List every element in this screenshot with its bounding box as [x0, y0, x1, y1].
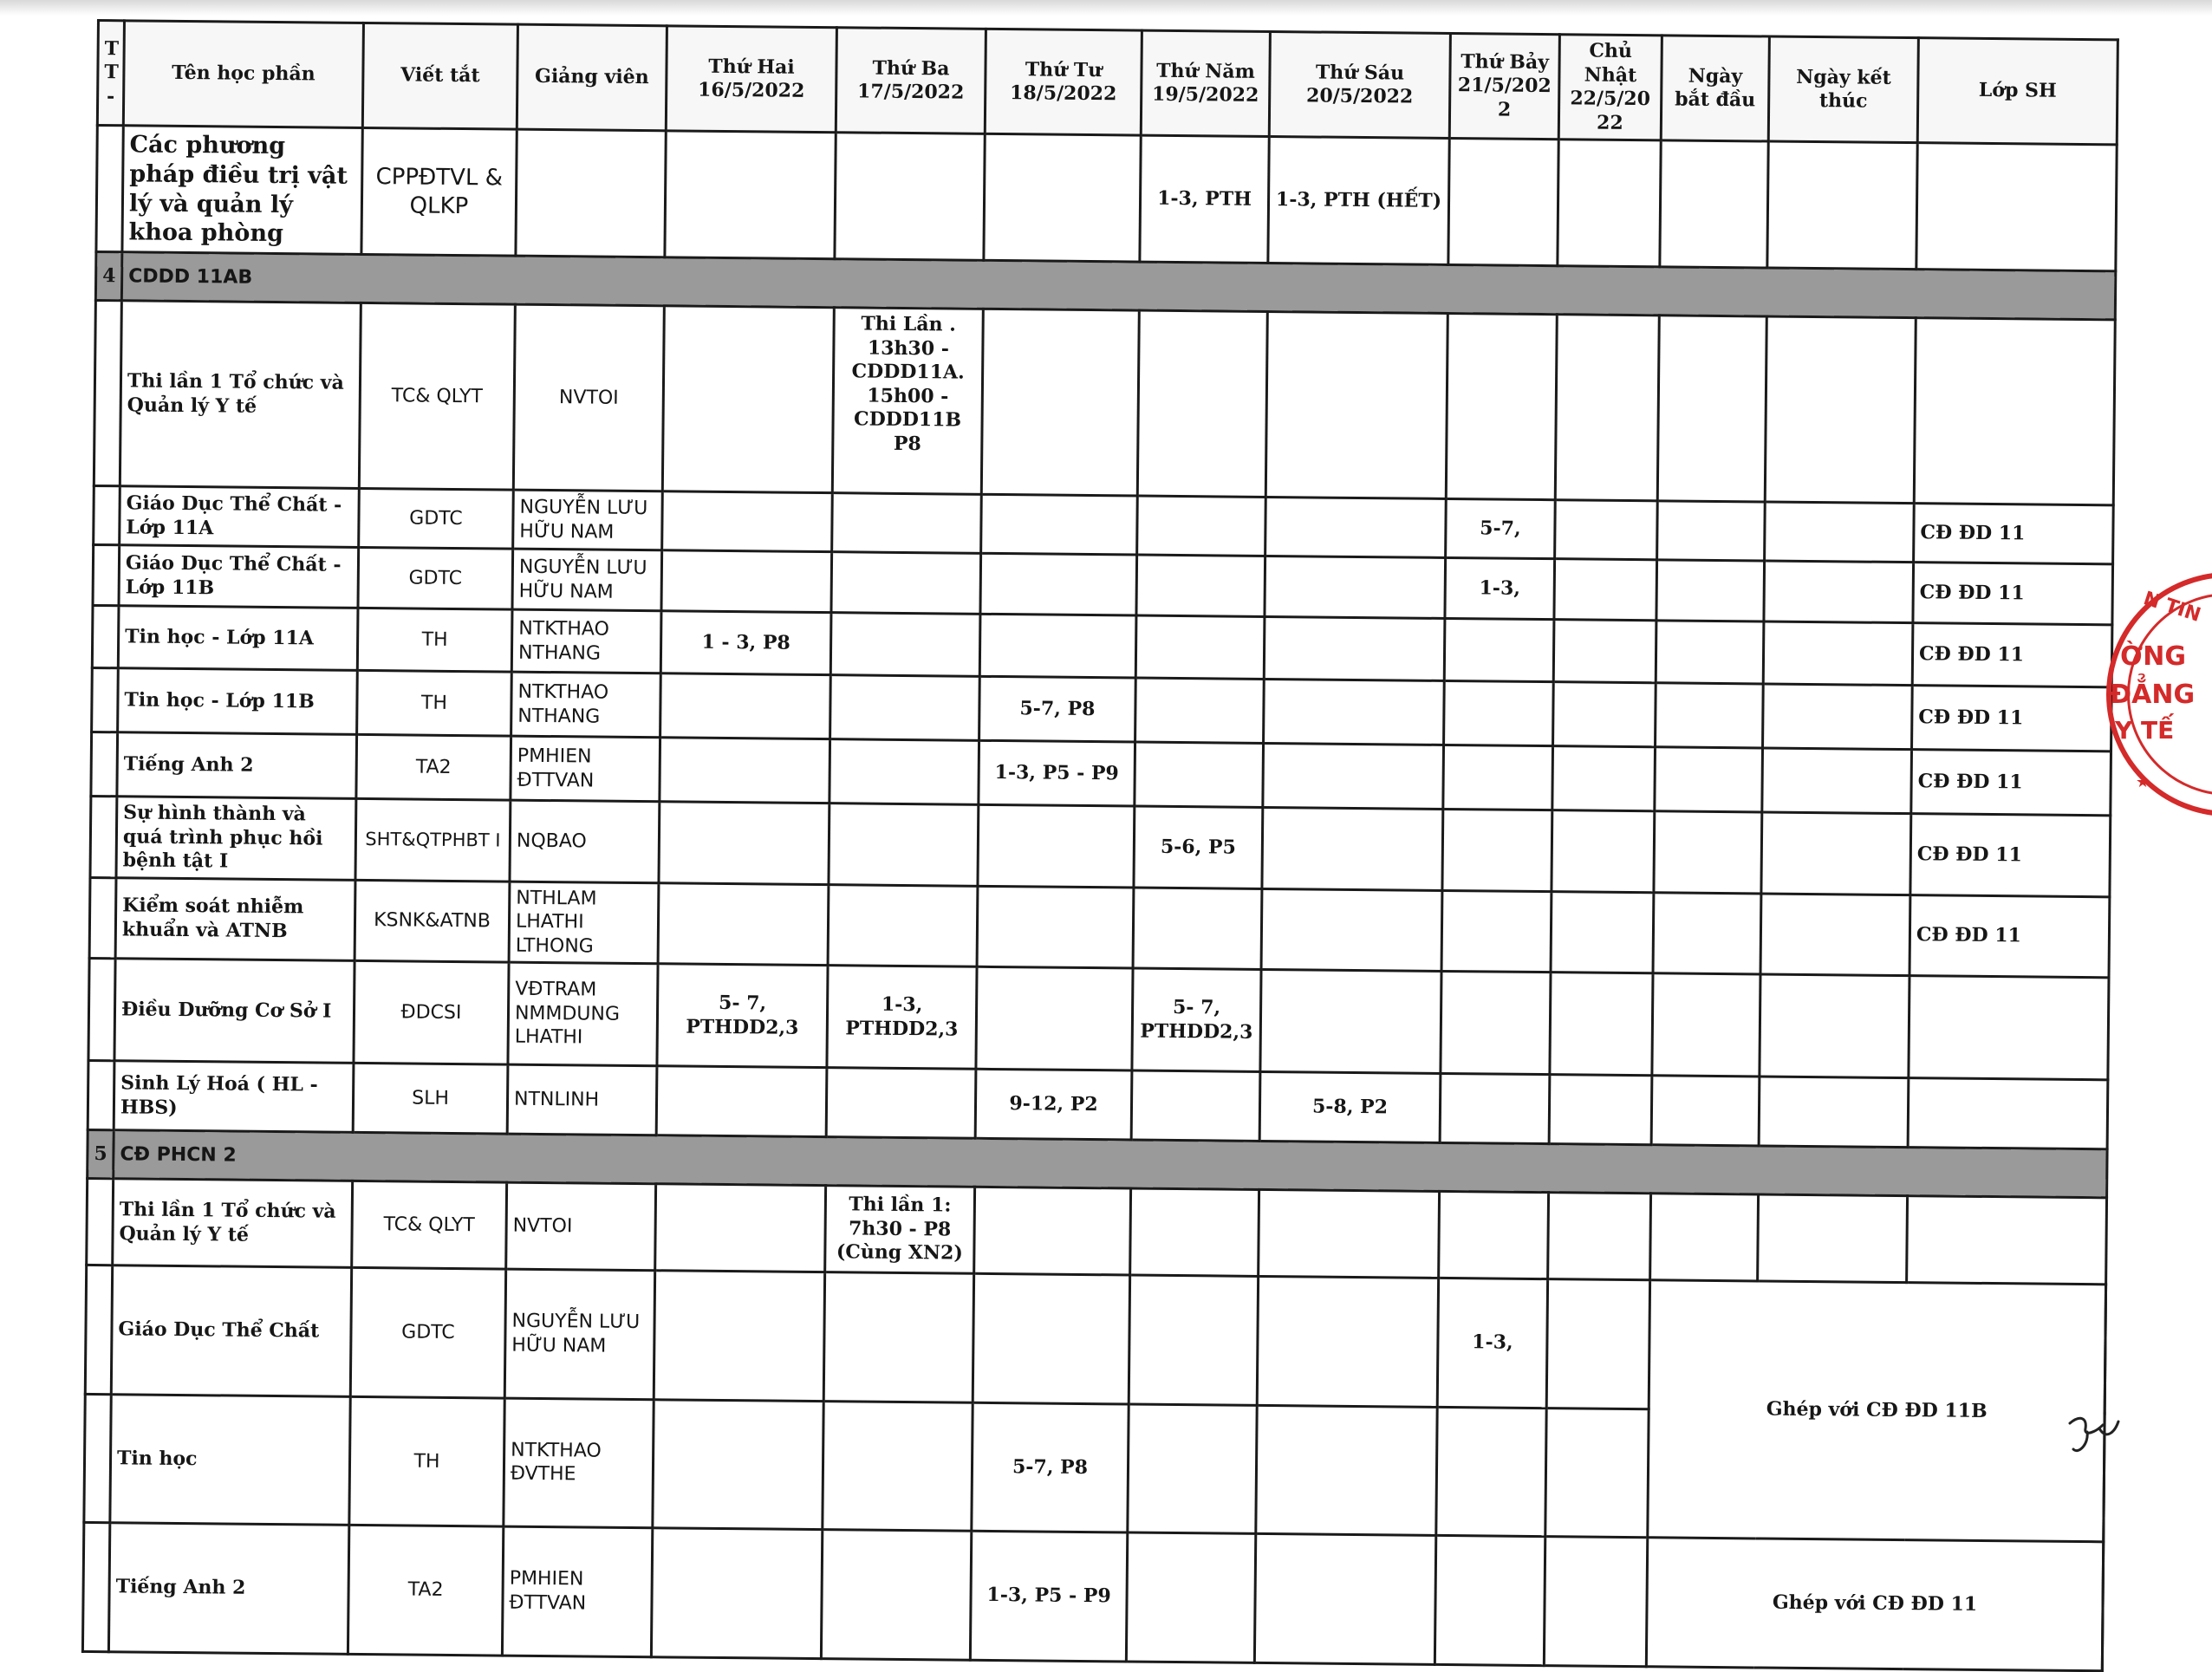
- slot-sat: 1-3,: [1445, 557, 1555, 619]
- slot-thu: 1-3, PTH: [1140, 135, 1269, 263]
- slot-mon: [662, 306, 834, 493]
- slot-tue: Thi Lần . 13h30 - CDDD11A. 15h00 - CDDD11B P8: [832, 308, 983, 495]
- slot-wed: 5-7, P8: [972, 1402, 1129, 1532]
- slot-thu: [1133, 888, 1262, 970]
- slot-wed: [974, 1187, 1131, 1275]
- slot-tue: [826, 1068, 976, 1139]
- merged-note: Ghép với CĐ ĐD 11: [1646, 1538, 2103, 1671]
- slot-mon: [656, 1066, 827, 1137]
- slot-tue: [823, 1272, 973, 1402]
- header-fri: Thứ Sáu 20/5/2022: [1269, 31, 1450, 138]
- course-name: Thi lần 1 Tổ chức và Quản lý Y tế: [120, 301, 361, 489]
- slot-mon: [658, 882, 829, 965]
- course-name: Tin học: [110, 1394, 350, 1525]
- course-abbr: TA2: [348, 1525, 503, 1655]
- header-tue: Thứ Ba 17/5/2022: [836, 28, 986, 134]
- slot-thu: [1130, 1188, 1259, 1276]
- class-name: CĐ ĐD 11: [1910, 814, 2111, 897]
- slot-wed: 1-3, P5 - P9: [979, 740, 1135, 806]
- header-tt: T T-: [97, 21, 124, 126]
- slot-tue: [830, 675, 980, 741]
- slot-sat: [1444, 618, 1554, 681]
- course-abbr: TH: [357, 608, 512, 672]
- header-class: Lớp SH: [1917, 38, 2118, 145]
- slot-sat: 5-7,: [1446, 498, 1556, 558]
- slot-thu: [1128, 1403, 1257, 1533]
- slot-fri: [1265, 311, 1448, 498]
- course-name: Giáo Dục Thể Chất - Lớp 11B: [119, 545, 359, 608]
- course-abbr: TH: [349, 1396, 504, 1526]
- slot-fri: [1264, 679, 1445, 745]
- slot-wed: [981, 494, 1138, 555]
- slot-wed: [979, 614, 1136, 678]
- slot-sat: [1442, 809, 1552, 891]
- slot-tue: [829, 803, 979, 886]
- slot-thu: [1129, 1275, 1258, 1405]
- lecturer: VĐTRAM NMMDUNG LHATHI: [508, 962, 658, 1066]
- slot-wed: [981, 309, 1139, 496]
- section-number: 4: [95, 252, 122, 301]
- slot-sat: 1-3,: [1437, 1278, 1547, 1408]
- slot-tue: [830, 613, 980, 677]
- table-row: [82, 1522, 2103, 1670]
- lecturer: NTKTHAO NTHANG: [511, 609, 661, 673]
- course-abbr: GDTC: [358, 547, 513, 609]
- seal-text-4: Y TẾ: [2115, 716, 2175, 745]
- header-mon: Thứ Hai 16/5/2022: [666, 26, 836, 133]
- class-name: [1909, 976, 2109, 1080]
- lecturer: NTKTHAO ĐVTHE: [504, 1398, 654, 1528]
- slot-thu: [1135, 615, 1265, 679]
- slot-sat: [1441, 971, 1551, 1074]
- slot-mon: 5- 7, PTHDD2,3: [657, 964, 828, 1068]
- table-row: [96, 126, 2117, 271]
- course-name: Giáo Dục Thể Chất - Lớp 11A: [120, 486, 360, 548]
- course-name: Tiếng Anh 2: [117, 732, 357, 799]
- slot-tue: [832, 493, 982, 554]
- header-lecturer: Giảng viên: [517, 24, 667, 131]
- header-end: Ngày kết thúc: [1768, 36, 1918, 143]
- lecturer: NGUYỄN LƯU HỮU NAM: [504, 1269, 654, 1399]
- slot-fri: [1262, 807, 1443, 889]
- class-name: CĐ ĐD 11: [1911, 750, 2111, 816]
- header-sat: Thứ Bảy 21/5/2022: [1449, 33, 1559, 139]
- header-row: [97, 21, 2118, 145]
- slot-mon: [659, 802, 830, 884]
- class-name: [1914, 318, 2115, 505]
- slot-thu: [1135, 742, 1264, 807]
- seal-text-3: ĐẲNG: [2110, 680, 2196, 710]
- section-name: CĐ PHCN 2: [114, 1130, 2107, 1198]
- header-abbr: Viết tắt: [362, 23, 517, 129]
- course-abbr: ĐDCSI: [354, 960, 509, 1064]
- lecturer: PMHIEN ĐTTVAN: [502, 1526, 652, 1656]
- lecturer: NGUYỄN LƯU HỮU NAM: [513, 490, 663, 550]
- lecturer: NVTOI: [513, 304, 664, 491]
- course-name: Giáo Dục Thể Chất: [111, 1265, 351, 1396]
- slot-wed: [980, 553, 1137, 615]
- slot-fri: [1261, 888, 1442, 971]
- slot-fri: [1263, 743, 1444, 809]
- lecturer: NGUYỄN LƯU HỮU NAM: [512, 549, 662, 611]
- slot-fri: [1265, 497, 1447, 557]
- slot-wed: 1-3, P5 - P9: [970, 1531, 1127, 1661]
- slot-mon: [661, 550, 832, 613]
- slot-sat: [1436, 1407, 1546, 1537]
- table-row: [94, 300, 2115, 504]
- slot-fri: [1257, 1276, 1438, 1406]
- slot-thu: [1131, 1070, 1260, 1141]
- header-thu: Thứ Năm 19/5/2022: [1141, 30, 1270, 136]
- lecturer: NQBAO: [510, 800, 660, 882]
- slot-mon: [660, 673, 831, 739]
- slot-sat: [1439, 1191, 1549, 1278]
- class-name: CĐ ĐD 11: [1912, 623, 2112, 687]
- slot-sat: [1435, 1535, 1545, 1665]
- slot-fri: [1259, 1189, 1440, 1278]
- class-name: CĐ ĐD 11: [1912, 686, 2112, 751]
- course-name: Tin học - Lớp 11A: [118, 606, 358, 671]
- slot-fri: [1260, 969, 1441, 1073]
- slot-fri: 1-3, PTH (HẾT): [1268, 136, 1449, 264]
- official-seal: [2098, 572, 2212, 832]
- lecturer: NVTOI: [506, 1182, 656, 1271]
- class-name: CĐ ĐD 11: [1909, 895, 2110, 978]
- course-abbr: SHT&QTPHBT I: [355, 798, 511, 881]
- course-abbr: TA2: [356, 734, 511, 800]
- header-start: Ngày bắt đầu: [1661, 36, 1769, 141]
- slot-wed: [973, 1273, 1129, 1403]
- slot-fri: 5-8, P2: [1259, 1071, 1441, 1142]
- course-abbr: GDTC: [350, 1267, 505, 1397]
- section-name: CDDD 11AB: [121, 252, 2115, 320]
- course-abbr: KSNK&ATNB: [355, 880, 510, 962]
- slot-thu: [1135, 678, 1265, 743]
- course-name: Tin học - Lớp 11B: [118, 668, 358, 735]
- course-name: Tiếng Anh 2: [108, 1523, 348, 1654]
- slot-wed: [976, 966, 1133, 1070]
- merged-note: Ghép với CĐ ĐD 11B: [1648, 1280, 2106, 1542]
- slot-mon: 1 - 3, P8: [660, 611, 831, 675]
- slot-fri: [1265, 556, 1446, 618]
- slot-tue: 1-3, PTHDD2,3: [827, 966, 977, 1070]
- slot-wed: [978, 804, 1135, 887]
- slot-tue: Thi lần 1: 7h30 - P8 (Cùng XN2): [825, 1186, 975, 1274]
- seal-text-1: N TIN: [2140, 588, 2203, 627]
- slot-sat: [1444, 680, 1554, 745]
- course-name: Sự hình thành và quá trình phục hồi bệnh tật I: [116, 797, 356, 880]
- slot-mon: [662, 491, 833, 552]
- slot-mon: [660, 738, 830, 803]
- signature-mark: [2061, 1406, 2131, 1467]
- slot-mon: [654, 1271, 824, 1401]
- slot-fri: [1254, 1533, 1435, 1663]
- slot-sat: [1440, 1073, 1550, 1143]
- section-number: 5: [88, 1129, 114, 1178]
- class-name: CĐ ĐD 11: [1913, 563, 2113, 625]
- slot-sat: [1446, 313, 1557, 499]
- slot-tue: [828, 884, 978, 966]
- course-abbr: TC& QLYT: [359, 303, 515, 490]
- lecturer: NTNLINH: [507, 1064, 657, 1135]
- course-abbr: TH: [357, 670, 512, 736]
- slot-tue: [830, 739, 979, 805]
- slot-sat: [1443, 745, 1553, 810]
- header-course: Tên học phần: [123, 21, 363, 128]
- class-name: [1907, 1196, 2107, 1285]
- slot-tue: [823, 1401, 973, 1531]
- slot-wed: [977, 886, 1134, 968]
- course-name: Kiểm soát nhiễm khuẩn và ATNB: [115, 877, 355, 960]
- slot-mon: [653, 1399, 823, 1529]
- header-sun: Chủ Nhật 22/5/2022: [1558, 35, 1662, 140]
- table-row: [88, 958, 2109, 1079]
- slot-tue: [831, 552, 981, 615]
- lecturer: NTHLAM LHATHI LTHONG: [509, 882, 659, 964]
- slot-sat: [1441, 890, 1552, 973]
- course-name: Sinh Lý Hoá ( HL -HBS): [114, 1061, 354, 1133]
- table-row: [85, 1265, 2105, 1413]
- seal-star-icon: ★: [2136, 773, 2150, 791]
- lecturer: NTKTHAO NTHANG: [511, 672, 661, 738]
- class-name: [1908, 1078, 2108, 1149]
- slot-thu: [1136, 555, 1265, 616]
- slot-wed: 5-7, P8: [979, 676, 1136, 742]
- slot-mon: [655, 1184, 826, 1272]
- course-abbr: SLH: [353, 1063, 508, 1134]
- course-abbr: GDTC: [359, 488, 514, 549]
- slot-fri: [1256, 1405, 1437, 1535]
- slot-thu: 5- 7, PTHDD2,3: [1132, 968, 1261, 1071]
- course-name: Điều Dưỡng Cơ Sở I: [114, 959, 355, 1064]
- schedule-table: [81, 19, 2119, 1672]
- course-abbr: TC& QLYT: [352, 1181, 507, 1269]
- class-name: CĐ ĐD 11: [1914, 504, 2114, 564]
- slot-thu: [1137, 310, 1267, 497]
- course-name: Các phương pháp điều trị vật lý và quản lý khoa phòng: [122, 126, 362, 255]
- slot-mon: [651, 1528, 822, 1658]
- course-abbr: CPPĐTVL & QLKP: [361, 127, 517, 256]
- slot-thu: [1137, 496, 1266, 556]
- slot-thu: 5-6, P5: [1134, 806, 1263, 888]
- seal-text-2: ỜNG: [2120, 641, 2186, 672]
- slot-tue: [821, 1530, 971, 1660]
- course-name: Thi lần 1 Tổ chức và Quản lý Y tế: [113, 1179, 353, 1268]
- slot-thu: [1126, 1532, 1255, 1662]
- header-wed: Thứ Tư 18/5/2022: [985, 29, 1142, 135]
- lecturer: PMHIEN ĐTTVAN: [511, 736, 660, 802]
- slot-fri: [1264, 616, 1445, 680]
- slot-wed: 9-12, P2: [975, 1069, 1132, 1140]
